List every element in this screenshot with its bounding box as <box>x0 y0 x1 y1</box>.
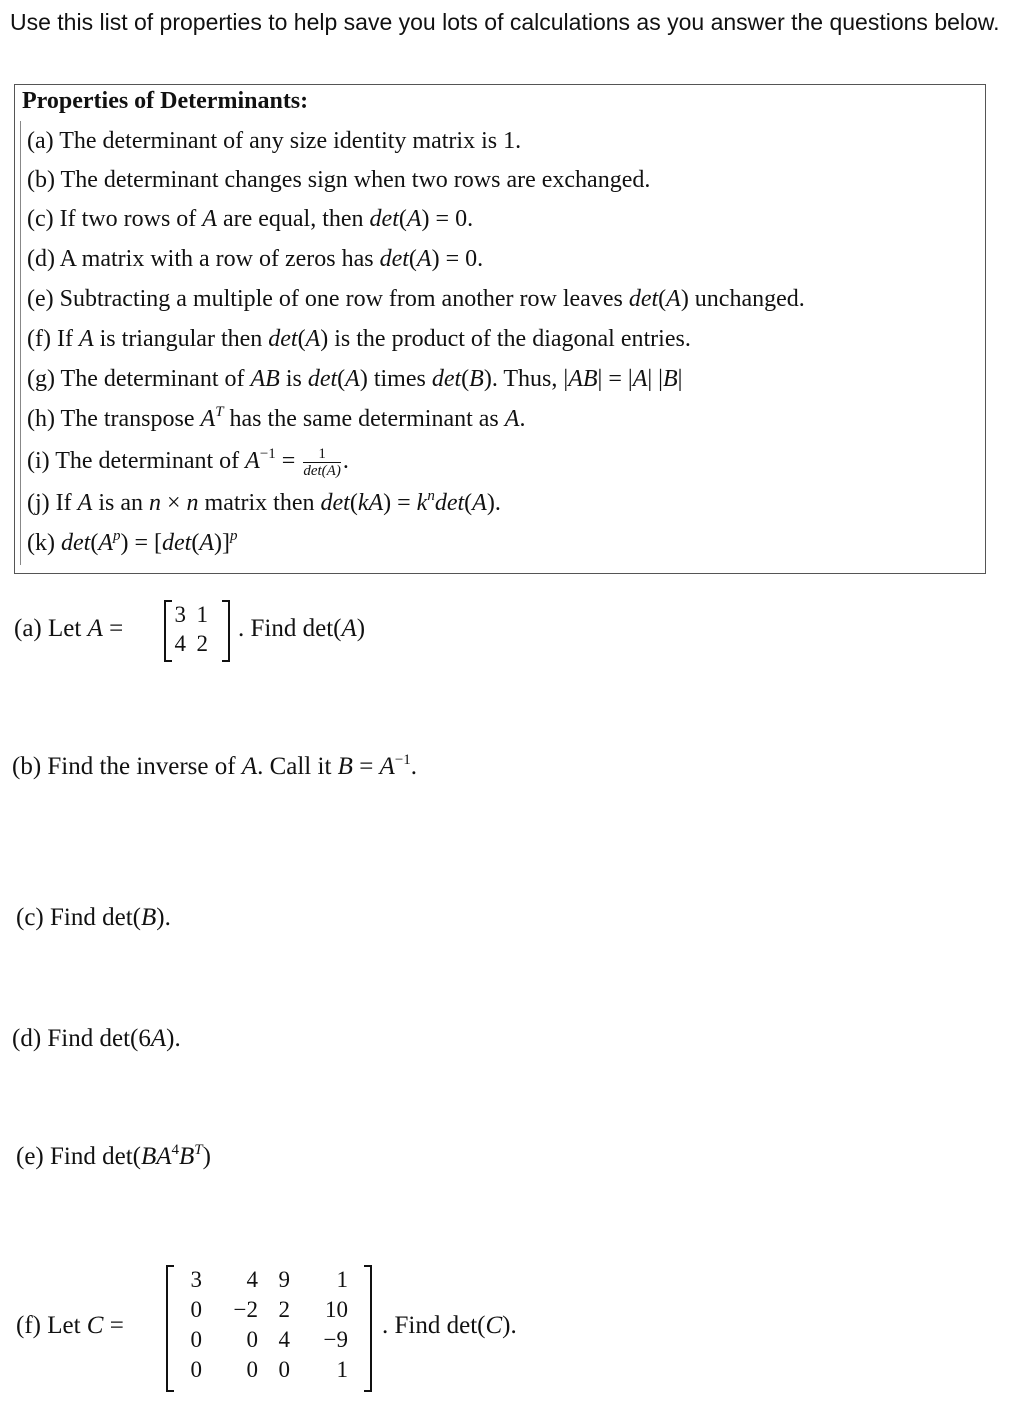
matrix-c: 3 4 9 1 0 −2 2 10 0 0 4 −9 0 0 0 1 <box>166 1265 372 1392</box>
property-b: (b) The determinant changes sign when two rows are exchanged. <box>27 167 651 193</box>
question-a-prefix: (a) Let A = <box>14 615 124 642</box>
property-k: (k) $\det(A^p) = [\det(A)]^p$ <box>27 528 238 556</box>
question-f-suffix: . Find det(C). <box>382 1312 517 1339</box>
property-c: (c) If two rows of A are equal, then det(A) = 0. <box>27 206 474 232</box>
question-d: (d) Find det(6A). <box>12 1025 181 1052</box>
property-h: (h) The transpose $A^T$ has the same determinant as A. <box>27 404 526 432</box>
matrix-a: 3 1 4 2 <box>164 600 234 662</box>
question-e: (e) Find $\det(BA^4B^T)$ <box>16 1142 211 1170</box>
properties-divider <box>20 121 21 565</box>
property-j: (j) If A is an n × n matrix then $\det(kA) = k^n\det(A)$. <box>27 488 501 516</box>
question-a-suffix: . Find det(A) <box>238 615 366 642</box>
property-i: (i) The determinant of $A^{-1}$ = $\frac{1}{\det(A)}$ . <box>27 446 349 479</box>
property-e: (e) Subtracting a multiple of one row from another row leaves det(A) unchanged. <box>27 286 805 312</box>
property-d: (d) A matrix with a row of zeros has det(A) = 0. <box>27 246 484 272</box>
properties-title: Properties of Determinants: <box>22 88 309 114</box>
property-a: (a) The determinant of any size identity matrix is 1. <box>27 128 522 154</box>
property-g: (g) The determinant of AB is det(A) times det(B). Thus, |AB| = |A| |B| <box>27 366 683 392</box>
question-c: (c) Find det(B). <box>16 904 171 931</box>
intro-text: Use this list of properties to help save you lots of calculations as you answer the questions below. <box>10 9 1000 35</box>
question-b: (b) Find the inverse of A. Call it $B = A^{-1}$. <box>12 752 418 780</box>
property-f: (f) If A is triangular then det(A) is the product of the diagonal entries. <box>27 326 691 352</box>
question-f-prefix: (f) Let C = <box>16 1312 124 1339</box>
